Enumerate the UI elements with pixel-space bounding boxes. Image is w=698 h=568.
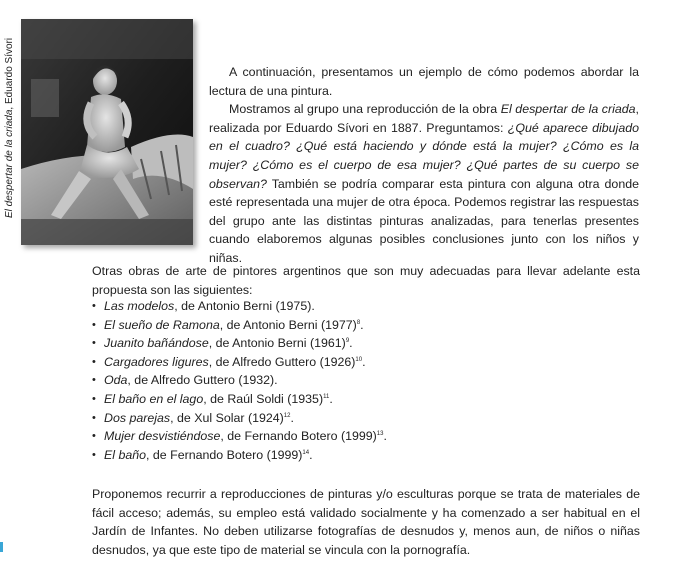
painting-image bbox=[21, 19, 193, 245]
work-item bbox=[92, 427, 387, 446]
works-lead: Otras obras de arte de pintores argentinos que son muy adecuadas para llevar adelante esta propuesta son las siguientes: bbox=[92, 264, 640, 297]
work-credit: , de Alfredo Guttero (1932). bbox=[127, 373, 278, 388]
work-end: . bbox=[360, 317, 364, 332]
work-end: . bbox=[290, 410, 294, 425]
intro-run: , realizada por Eduardo Sívori en 1887. Preguntamos: bbox=[209, 102, 639, 135]
footnote-ref: 8 bbox=[356, 319, 361, 326]
work-credit: , de Alfredo Guttero (1926) bbox=[208, 354, 356, 369]
work-item bbox=[92, 371, 387, 390]
work-credit: , de Xul Solar (1924) bbox=[170, 410, 284, 425]
intro-run: Mostramos al grupo una reproducción de la obra bbox=[229, 102, 501, 117]
work-item bbox=[92, 390, 387, 409]
footnote-ref: 9 bbox=[345, 338, 350, 345]
intro-paragraph-1: A continuación, presentamos un ejemplo de cómo podemos abordar la lectura de una pintura. bbox=[209, 65, 639, 98]
intro-section bbox=[209, 63, 639, 268]
intro-paragraph-2 bbox=[209, 100, 639, 267]
work-credit: , de Fernando Botero (1999) bbox=[146, 447, 303, 462]
page-edge-marker bbox=[0, 542, 3, 552]
work-end: . bbox=[383, 429, 387, 444]
work-credit: , de Antonio Berni (1977) bbox=[219, 317, 357, 332]
intro-run: ¿Qué aparece dibujado en el cuadro? ¿Qué está haciendo y dónde está la mujer? ¿Cómo es la mujer? ¿Cómo es el cuerpo de esa mujer? ¿Qué partes de su cuerpo se observan? bbox=[209, 120, 639, 191]
work-item bbox=[92, 353, 387, 372]
work-title: El sueño de Ramona bbox=[104, 317, 220, 332]
footnote-ref: 11 bbox=[323, 393, 330, 400]
works-list bbox=[92, 297, 387, 464]
figure-caption bbox=[2, 18, 18, 218]
work-title: Juanito bañándose bbox=[104, 336, 209, 351]
work-item bbox=[92, 334, 387, 353]
caption-author: , Eduardo Sívori bbox=[4, 37, 15, 110]
work-item bbox=[92, 297, 387, 316]
work-credit: , de Raúl Soldi (1935) bbox=[203, 391, 324, 406]
footnote-ref: 10 bbox=[355, 356, 363, 363]
work-end: . bbox=[309, 447, 313, 462]
footnote-ref: 13 bbox=[376, 431, 384, 438]
footnote-ref: 14 bbox=[302, 449, 310, 456]
work-item bbox=[92, 446, 387, 465]
work-end: . bbox=[349, 336, 353, 351]
footnote-ref: 12 bbox=[283, 412, 291, 419]
work-item bbox=[92, 409, 387, 428]
work-title: El baño bbox=[104, 447, 147, 462]
work-title: Dos parejas bbox=[104, 410, 171, 425]
work-end: . bbox=[362, 354, 366, 369]
painting-illustration bbox=[21, 19, 193, 245]
work-end: . bbox=[329, 391, 333, 406]
work-title: Oda bbox=[104, 373, 128, 388]
work-credit: , de Antonio Berni (1961) bbox=[208, 336, 346, 351]
work-credit: , de Fernando Botero (1999) bbox=[220, 429, 377, 444]
work-credit: , de Antonio Berni (1975). bbox=[174, 299, 315, 313]
work-item bbox=[92, 316, 387, 335]
caption-title: El despertar de la criada bbox=[4, 109, 15, 218]
intro-run: El despertar de la criada bbox=[500, 102, 636, 117]
work-title: Las modelos bbox=[104, 299, 175, 313]
work-title: El baño en el lago bbox=[104, 391, 204, 406]
work-title: Mujer desvistiéndose bbox=[104, 429, 221, 444]
work-title: Cargadores ligures bbox=[104, 354, 209, 369]
closing-paragraph: Proponemos recurrir a reproducciones de pinturas y/o esculturas porque se trata de materiales de fácil acceso; además, su empleo está validado socialmente y ha comenzado a ser habitual en el Jardín de Infantes. No deben utilizarse fotografías de desnudos y, menos aun, de niños o niñas desnudos, ya que este tipo de material se vincula con la pornografía. bbox=[92, 487, 640, 557]
intro-run: También se podría comparar esta pintura con alguna otra donde esté representada una mujer de otra época. Podemos registrar las respuestas del grupo ante las distintas pinturas analizadas, para tenerlas presentes cuando elaboremos algunas posibles conclusiones junto con los niños y niñas. bbox=[209, 176, 639, 265]
